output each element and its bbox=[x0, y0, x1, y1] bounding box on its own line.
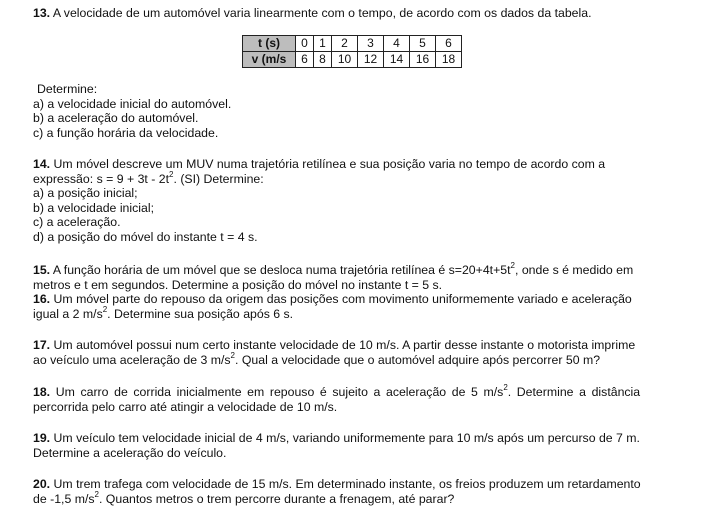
question-13-item-a: a) a velocidade inicial do automóvel. bbox=[33, 96, 232, 111]
question-17-text-2: ao veículo uma aceleração de 3 m/s bbox=[33, 352, 231, 367]
question-13-statement bbox=[33, 6, 688, 21]
question-13-text: A velocidade de um automóvel varia linearmente com o tempo, de acordo com os dados da tabela. bbox=[52, 6, 592, 20]
question-18-line-1 bbox=[33, 382, 688, 400]
question-17-line-2 bbox=[33, 350, 688, 368]
table-cell: 3 bbox=[358, 36, 384, 52]
table-cell: 14 bbox=[384, 52, 410, 68]
table-cell: 0 bbox=[296, 36, 314, 52]
question-16-text-2: igual a 2 m/s bbox=[33, 306, 103, 321]
superscript: 2 bbox=[503, 382, 508, 392]
question-15 bbox=[33, 260, 688, 292]
question-15-line-2: metros e t em segundos. Determine a posição do móvel no instante t = 5 s. bbox=[33, 277, 443, 292]
question-19-number: 19. bbox=[33, 431, 51, 445]
question-14-item-a: a) a posição inicial; bbox=[33, 186, 138, 201]
question-20-text-end: . Quantos metros o trem percorre durante a frenagem, até parar? bbox=[98, 491, 455, 506]
superscript: 2 bbox=[102, 304, 108, 314]
superscript: 2 bbox=[94, 489, 99, 499]
question-16 bbox=[33, 292, 688, 321]
question-19-line-2: Determine a aceleração do veículo. bbox=[33, 445, 227, 460]
question-14-item-c: c) a aceleração. bbox=[33, 215, 121, 230]
table-cell: 10 bbox=[332, 52, 358, 68]
velocity-time-table bbox=[242, 35, 462, 68]
question-20 bbox=[33, 477, 688, 506]
table-row-time bbox=[243, 36, 462, 52]
table-cell: 6 bbox=[436, 36, 462, 52]
question-15-line-1 bbox=[33, 260, 688, 278]
question-15-text-end: , onde s é medido em bbox=[514, 263, 634, 277]
question-20-text: Um trem trafega com velocidade de 15 m/s. Em determinado instante, os freios produzem um retardamento bbox=[53, 477, 641, 491]
question-13-item-b: b) a aceleração do automóvel. bbox=[33, 111, 199, 126]
table-cell: 8 bbox=[314, 52, 332, 68]
table-header-velocity: v (m/s bbox=[243, 52, 296, 68]
question-14 bbox=[33, 157, 688, 245]
question-18-text-end: . Determine a distância bbox=[507, 385, 641, 399]
superscript: 2 bbox=[510, 260, 515, 270]
question-13-item-c: c) a função horária da velocidade. bbox=[33, 125, 219, 140]
question-18-line-2: percorrida pelo carro até atingir a velocidade de 10 m/s. bbox=[33, 399, 338, 414]
table-cell: 6 bbox=[296, 52, 314, 68]
table-header-time: t (s) bbox=[243, 36, 296, 52]
question-18-number: 18. bbox=[33, 385, 51, 399]
superscript: 2 bbox=[230, 350, 235, 360]
question-18-text: Um carro de corrida inicialmente em repouso é sujeito a aceleração de 5 m/s bbox=[55, 385, 504, 399]
question-19-text: Um veículo tem velocidade inicial de 4 m/s, variando uniformemente para 10 m/s após um percurso de 7 m. bbox=[53, 431, 640, 445]
question-14-text: Um móvel descreve um MUV numa trajetória retilínea e sua posição varia no tempo de acordo com a bbox=[53, 157, 606, 171]
determine-label: Determine: bbox=[37, 82, 98, 96]
question-17 bbox=[33, 338, 688, 367]
table-cell: 2 bbox=[332, 36, 358, 52]
question-20-line-1 bbox=[33, 477, 688, 492]
question-17-text: Um automóvel possui num certo instante velocidade de 10 m/s. A partir desse instante o motorista imprime bbox=[53, 338, 636, 352]
table-cell: 16 bbox=[410, 52, 436, 68]
superscript: 2 bbox=[169, 169, 174, 179]
question-17-number: 17. bbox=[33, 338, 51, 352]
question-14-item-b: b) a velocidade inicial; bbox=[33, 200, 154, 215]
question-14-number: 14. bbox=[33, 157, 51, 171]
question-14-line-2 bbox=[33, 169, 688, 187]
question-13-number: 13. bbox=[33, 6, 51, 20]
question-17-line-1 bbox=[33, 338, 688, 353]
table-cell: 4 bbox=[384, 36, 410, 52]
question-20-text-2: de -1,5 m/s bbox=[33, 491, 95, 506]
question-13-items bbox=[33, 82, 688, 140]
question-19-line-1 bbox=[33, 431, 688, 446]
question-20-line-2 bbox=[33, 489, 688, 507]
question-16-number: 16. bbox=[33, 292, 51, 306]
question-14-item-d: d) a posição do móvel do instante t = 4 s. bbox=[33, 229, 258, 244]
question-16-text: Um móvel parte do repouso da origem das posições com movimento uniformemente variado e aceleração bbox=[53, 292, 632, 306]
question-18 bbox=[33, 382, 688, 414]
table-row-velocity bbox=[243, 52, 462, 68]
question-15-number: 15. bbox=[33, 263, 51, 277]
table-cell: 5 bbox=[410, 36, 436, 52]
question-19 bbox=[33, 431, 688, 460]
question-17-text-end: . Qual a velocidade que o automóvel adquire após percorrer 50 m? bbox=[235, 352, 601, 367]
question-16-line-1 bbox=[33, 292, 688, 307]
table-cell: 12 bbox=[358, 52, 384, 68]
question-16-line-2 bbox=[33, 304, 688, 322]
table-cell: 1 bbox=[314, 36, 332, 52]
table-cell: 18 bbox=[436, 52, 462, 68]
question-14-expression: expressão: s = 9 + 3t - 2t bbox=[33, 171, 170, 186]
question-14-expression-end: . (SI) Determine: bbox=[173, 171, 264, 186]
question-14-line-1 bbox=[33, 157, 688, 172]
question-20-number: 20. bbox=[33, 477, 51, 491]
question-16-text-end: . Determine sua posição após 6 s. bbox=[107, 306, 294, 321]
question-15-text: A função horária de um móvel que se desloca numa trajetória retilínea é s=20+4t+5t bbox=[52, 263, 511, 277]
